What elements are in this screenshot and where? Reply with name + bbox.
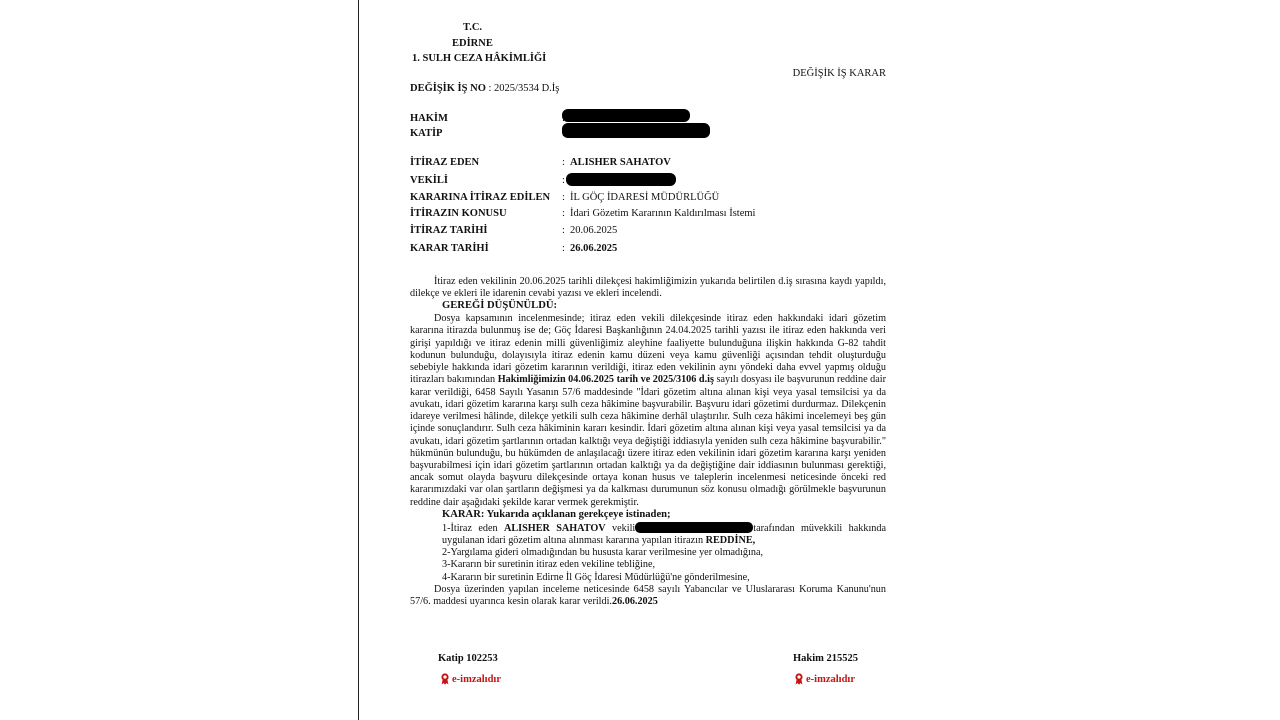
judge-esign [794,673,855,685]
field-objector: İTİRAZ EDEN : ALISHER SAHATOV [410,157,671,168]
field-objection-date: İTİRAZ TARİHİ : 20.06.2025 [410,225,618,236]
field-objector-value: ALISHER SAHATOV [570,157,671,168]
case-number-value: : 2025/3534 D.İş [488,83,560,94]
redaction-bar [562,109,690,122]
field-decision-date-value: 26.06.2025 [570,243,618,254]
field-respondent-label: KARARINA İTİRAZ EDİLEN [410,192,551,203]
reasoning-bold-reference: Hakimliğimizin 04.06.2025 tarih ve 2025/3106 d.iş [497,374,714,386]
field-subject-value: İdari Gözetim Kararının Kaldırılması İstemi [570,208,756,219]
field-subject-label: İTİRAZIN KONUSU [410,208,507,219]
closing-date: 26.06.2025 [611,596,658,608]
field-subject: İTİRAZIN KONUSU : İdari Gözetim Kararının Kaldırılması İstemi [410,208,756,219]
header-tc: T.C. [463,22,483,33]
field-attorney: VEKİLİ : [410,175,886,189]
seal-icon [794,673,804,685]
field-respondent: KARARINA İTİRAZ EDİLEN : İL GÖÇ İDARESİ MÜDÜRLÜĞÜ [410,192,720,203]
field-attorney-label: VEKİLİ [410,175,448,186]
decision-heading: KARAR: Yukarıda açıklanan gerekçeye istinaden; [442,508,671,520]
field-objection-date-label: İTİRAZ TARİHİ [410,225,488,236]
considered-heading: GEREĞİ DÜŞÜNÜLDÜ: [442,300,558,312]
redaction-bar [562,123,710,138]
redaction-bar [566,173,676,186]
closing-paragraph: Dosya üzerinden yapılan inceleme neticesinde 6458 sayılı Yabancılar ve Uluslararası Koruma Kanunu'nun 57/6. maddesi uyarınca kesin olarak karar verildi.26.06.2025 [410,583,886,608]
field-objection-date-value: 20.06.2025 [570,225,618,236]
field-judge-label: HAKİM [410,113,448,124]
decision-item-1: 1-İtiraz eden ALISHER SAHATOV vekili tarafından müvekkili hakkında uygulanan idari gözetim altına alınması kararına yapılan itirazın REDDİNE, [442,522,886,546]
judge-esign-label: e-imzalıdır [806,673,855,685]
field-decision-date: KARAR TARİHİ : 26.06.2025 [410,243,618,254]
seal-icon [440,673,450,685]
header-city: EDİRNE [452,38,493,49]
decision-item-3: 3-Kararın bir suretinin itiraz eden vekiline tebliğine, [442,559,656,571]
signature-block [438,653,868,713]
document-type: DEĞİŞİK İŞ KARAR [792,68,886,79]
field-clerk-label: KATİP [410,128,443,139]
clerk-esign-label: e-imzalıdır [452,673,501,685]
clerk-signature: Katip 102253 [438,653,498,664]
decision-item-4: 4-Kararın bir suretinin Edirne İl Göç İdaresi Müdürlüğü'ne gönderilmesine, [442,571,750,583]
redaction-bar [635,522,753,533]
judge-signature: Hakim 215525 [793,653,859,664]
decision-body [410,276,886,608]
field-decision-date-label: KARAR TARİHİ [410,243,489,254]
header-court-name: 1. SULH CEZA HÂKİMLİĞİ [412,53,547,64]
field-clerk [410,128,886,142]
field-objector-label: İTİRAZ EDEN [410,157,480,168]
case-number [410,83,559,95]
field-respondent-value: İL GÖÇ İDARESİ MÜDÜRLÜĞÜ [570,192,720,203]
reasoning-paragraph: Dosya kapsamının incelenmesinde; itiraz eden vekili dilekçesinde itiraz eden hakkındaki idari gözetim kararına itirazda bulunmuş ise de; Göç İdaresi Başkanlığının 24.04.2025 tarihli yazısı ile itiraz eden hakkında veri girişi yapıldığı ve itiraz edenin milli güvenliğimiz aleyhine faaliyette bulunduğuna ilişkin hakkında G-82 tahdit kodunun bulunduğu, dolayısıyla itiraz edenin kamu düzeni veya kamu güvenliği açısından tehdit oluşturduğu sebebiyle hakkında idari gözetim kararının verildiği, itiraz eden vekilinin aynı yöndeki daha evvel yapmış olduğu itirazları bakımından Hakimliğimizin 04.06.2025 tarih ve 2025/3106 d.iş sayılı dosyası ile başvurunun reddine dair karar verildiği, 6458 Sayılı Yasanın 57/6 maddesinde "İdari gözetim altına alınan kişi veya yasal temsilcisi ya da avukatı, idari gözetim kararına karşı sulh ceza hâkimine başvurabilir. Başvuru idari gözetimi durdurmaz. Dilekçenin idareye verilmesi hâlinde, dilekçe yetkili sulh ceza hâkimine derhâl ulaştırılır. Sulh ceza hâkimi incelemeyi beş gün içinde sonuçlandırır. Sulh ceza hâkiminin kararı kesindir. İdari gözetim altına alınan kişi veya yasal temsilcisi ya da avukatı, idari gözetim şartlarının ortadan kalktığı veya değiştiği iddiasıyla yeniden sulh ceza hâkimine başvurabilir." hükmünün bulunduğu, bu hükümden de anlaşılacağı üzere itiraz eden vekilinin idari gözetim kararına karşı yeniden başvurabilmesi için idari gözetim şartlarının ortadan kalktığı ya da değiştiğine dair iddiasının bulunması gerektiği, ancak somut olayda başvuru dilekçesinde ortaya konan husus ve taleplerin incelenmesi neticesinde önceki red kararımızdaki var olan şartların değişmesi ya da kalkması durumunun söz konusu olmadığı görülmekle başvurunun reddine dair aşağıdaki şekilde karar vermek gerekmiştir. [410,313,886,508]
clerk-esign [440,673,501,685]
page-left-border [358,0,359,720]
case-number-label: DEĞİŞİK İŞ NO [410,83,486,94]
intro-paragraph: İtiraz eden vekilinin 20.06.2025 tarihli dilekçesi hakimliğimizin yukarıda belirtilen d.iş sırasına kaydı yapıldı, dilekçe ve ekleri ile idarenin cevabi yazısı ve ekleri incelendi. [410,276,886,300]
decision-item-2: 2-Yargılama gideri olmadığından bu hususta karar verilmesine yer olmadığına, [442,547,764,559]
